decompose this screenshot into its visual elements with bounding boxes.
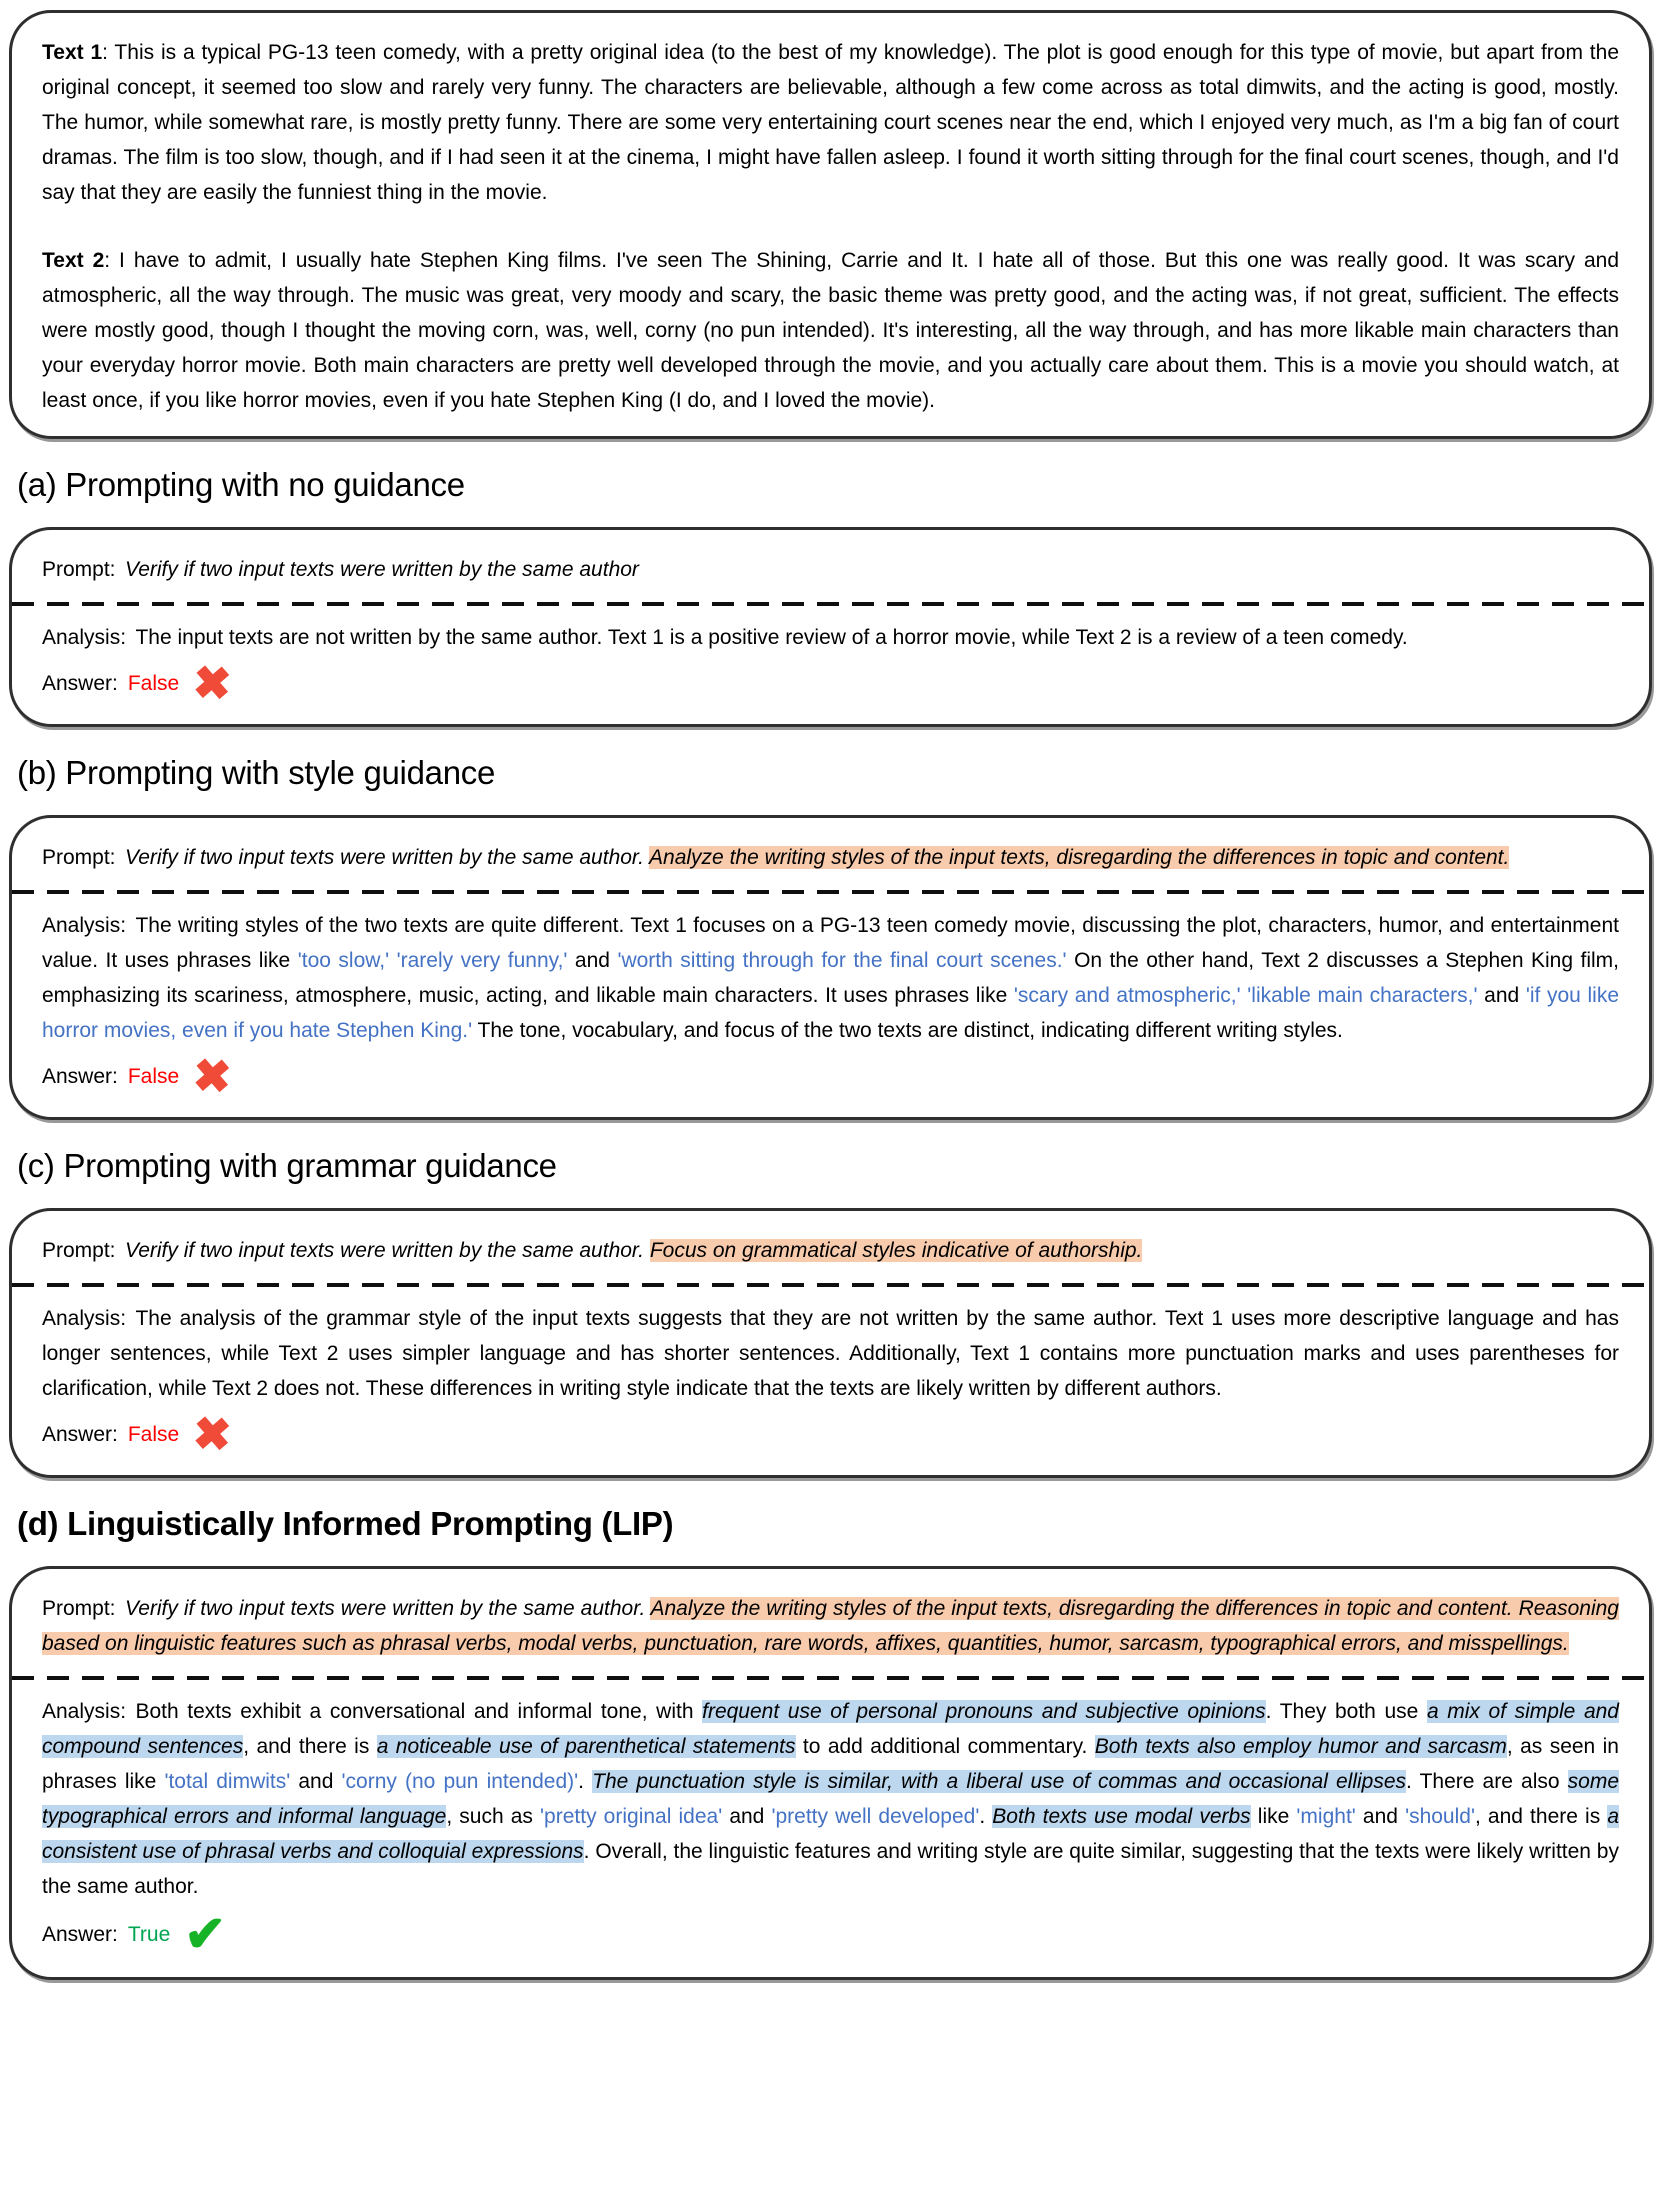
section-a xyxy=(9,466,1652,727)
dashed-divider xyxy=(12,1676,1649,1680)
section-c-prompt-line xyxy=(42,1233,1619,1268)
section-a-prompt-line xyxy=(42,552,1619,587)
analysis-text: The writing styles of the two texts are quite different. Text 1 focuses on a PG-13 teen comedy movie, discussing the plot, characters, humor, and entertainment value. It uses phrases like 'too slow,' 'rarely very funny,' and 'worth sitting through for the final court scenes.' On the other hand, Text 2 discusses a Stephen King film, emphasizing its scariness, atmosphere, music, acting, and likable main characters. It uses phrases like 'scary and atmospheric,' 'likable main characters,' and 'if you like horror movies, even if you hate Stephen King.' The tone, vocabulary, and focus of the two texts are distinct, indicating different writing styles. xyxy=(42,914,1620,1042)
prompt-label: Prompt: xyxy=(42,558,116,581)
section-b xyxy=(9,754,1652,1120)
analysis-text: The input texts are not written by the same author. Text 1 is a positive review of a horror movie, while Text 2 is a review of a teen comedy. xyxy=(135,626,1408,649)
incorrect-x-icon: ✖ xyxy=(191,1048,234,1104)
answer-value: False xyxy=(127,1064,180,1088)
section-b-analysis-line xyxy=(42,908,1619,1048)
text1-paragraph: Text 1: This is a typical PG-13 teen comedy, with a pretty original idea (to the best of my knowledge). The plot is good enough for this type of movie, but apart from the original concept, it seemed too slow and rarely very funny. The characters are believable, although a few come across as total dimwits, and the acting is good, mostly. The humor, while somewhat rare, is mostly pretty funny. There are some very entertaining court scenes near the end, which I enjoyed very much, as I'm a big fan of court dramas. The film is too slow, though, and if I had seen it at the cinema, I might have fallen asleep. I found it worth sitting through for the final court scenes, though, and I'd say that they are easily the funniest thing in the movie. xyxy=(42,41,1619,204)
prompt-text: Verify if two input texts were written by the same author. Focus on grammatical styles indicative of authorship. xyxy=(124,1239,1143,1262)
answer-label: Answer: xyxy=(42,1922,118,1946)
dashed-divider xyxy=(12,602,1649,606)
answer-label: Answer: xyxy=(42,1422,118,1446)
section-c-answer-line xyxy=(42,1406,1619,1462)
answer-value: False xyxy=(127,671,180,695)
analysis-label: Analysis: xyxy=(42,1700,127,1723)
section-d-answer-line xyxy=(42,1906,1619,1962)
analysis-label: Analysis: xyxy=(42,914,127,937)
section-a-analysis-line xyxy=(42,620,1619,655)
prompt-label: Prompt: xyxy=(42,1597,116,1620)
incorrect-x-icon: ✖ xyxy=(191,655,234,711)
prompt-label: Prompt: xyxy=(42,846,116,869)
answer-label: Answer: xyxy=(42,671,118,695)
dashed-divider xyxy=(12,890,1649,894)
analysis-label: Analysis: xyxy=(42,626,127,649)
section-a-heading: (a) Prompting with no guidance xyxy=(17,466,465,503)
correct-check-icon: ✔ xyxy=(184,1906,227,1962)
answer-value: False xyxy=(127,1422,180,1446)
section-c-box xyxy=(9,1208,1652,1478)
analysis-text: Both texts exhibit a conversational and informal tone, with frequent use of personal pronouns and subjective opinions. They both use a mix of simple and compound sentences, and there is a noticeable use of parenthetical statements to add additional commentary. Both texts also employ humor and sarcasm, as seen in phrases like 'total dimwits' and 'corny (no pun intended)'. The punctuation style is similar, with a liberal use of commas and occasional ellipses. There are also some typographical errors and informal language, such as 'pretty original idea' and 'pretty well developed'. Both texts use modal verbs like 'might' and 'should', and there is a consistent use of phrasal verbs and colloquial expressions. Overall, the linguistic features and writing style are quite similar, suggesting that the texts were likely written by the same author. xyxy=(42,1700,1620,1898)
prompt-text: Verify if two input texts were written by the same author. Analyze the writing styles of the input texts, disregarding the differences in topic and content. xyxy=(124,846,1510,869)
prompt-text: Verify if two input texts were written by the same author xyxy=(124,558,639,581)
section-d xyxy=(9,1505,1652,1980)
answer-value: True xyxy=(127,1922,171,1946)
analysis-text: The analysis of the grammar style of the input texts suggests that they are not written by the same author. Text 1 uses more descriptive language and has longer sentences, while Text 2 uses simpler language and has shorter sentences. Additionally, Text 1 contains more punctuation marks and uses parentheses for clarification, while Text 2 does not. These differences in writing style indicate that the texts are likely written by different authors. xyxy=(42,1307,1619,1400)
section-c xyxy=(9,1147,1652,1478)
section-b-heading: (b) Prompting with style guidance xyxy=(17,754,495,791)
dashed-divider xyxy=(12,1283,1649,1287)
analysis-label: Analysis: xyxy=(42,1307,127,1330)
incorrect-x-icon: ✖ xyxy=(191,1406,234,1462)
input-texts-box xyxy=(9,10,1652,439)
section-d-analysis-line xyxy=(42,1694,1619,1904)
section-d-heading: (d) Linguistically Informed Prompting (LIP) xyxy=(17,1505,674,1542)
prompt-label: Prompt: xyxy=(42,1239,116,1262)
section-d-prompt-line xyxy=(42,1591,1619,1661)
section-d-box xyxy=(9,1566,1652,1980)
text2-paragraph: Text 2: I have to admit, I usually hate Stephen King films. I've seen The Shining, Carrie and It. I hate all of those. But this one was really good. It was scary and atmospheric, all the way through. The music was great, very moody and scary, the basic theme was pretty good, and the acting was, if not great, sufficient. The effects were mostly good, though I thought the moving corn, was, well, corny (no pun intended). It's interesting, all the way through, and has more likable main characters than your everyday horror movie. Both main characters are pretty well developed through the movie, and you actually care about them. This is a movie you should watch, at least once, if you like horror movies, even if you hate Stephen King (I do, and I loved the movie). xyxy=(42,249,1619,412)
answer-label: Answer: xyxy=(42,1064,118,1088)
section-b-answer-line xyxy=(42,1048,1619,1104)
section-c-heading: (c) Prompting with grammar guidance xyxy=(17,1147,557,1184)
section-b-prompt-line xyxy=(42,840,1619,875)
section-a-box xyxy=(9,527,1652,727)
section-a-answer-line xyxy=(42,655,1619,711)
section-c-analysis-line xyxy=(42,1301,1619,1406)
section-b-box xyxy=(9,815,1652,1120)
prompt-text: Verify if two input texts were written by the same author. Analyze the writing styles of the input texts, disregarding the differences in topic and content. Reasoning based on linguistic features such as phrasal verbs, modal verbs, punctuation, rare words, affixes, quantities, humor, sarcasm, typographical errors, and misspellings. xyxy=(42,1597,1619,1655)
